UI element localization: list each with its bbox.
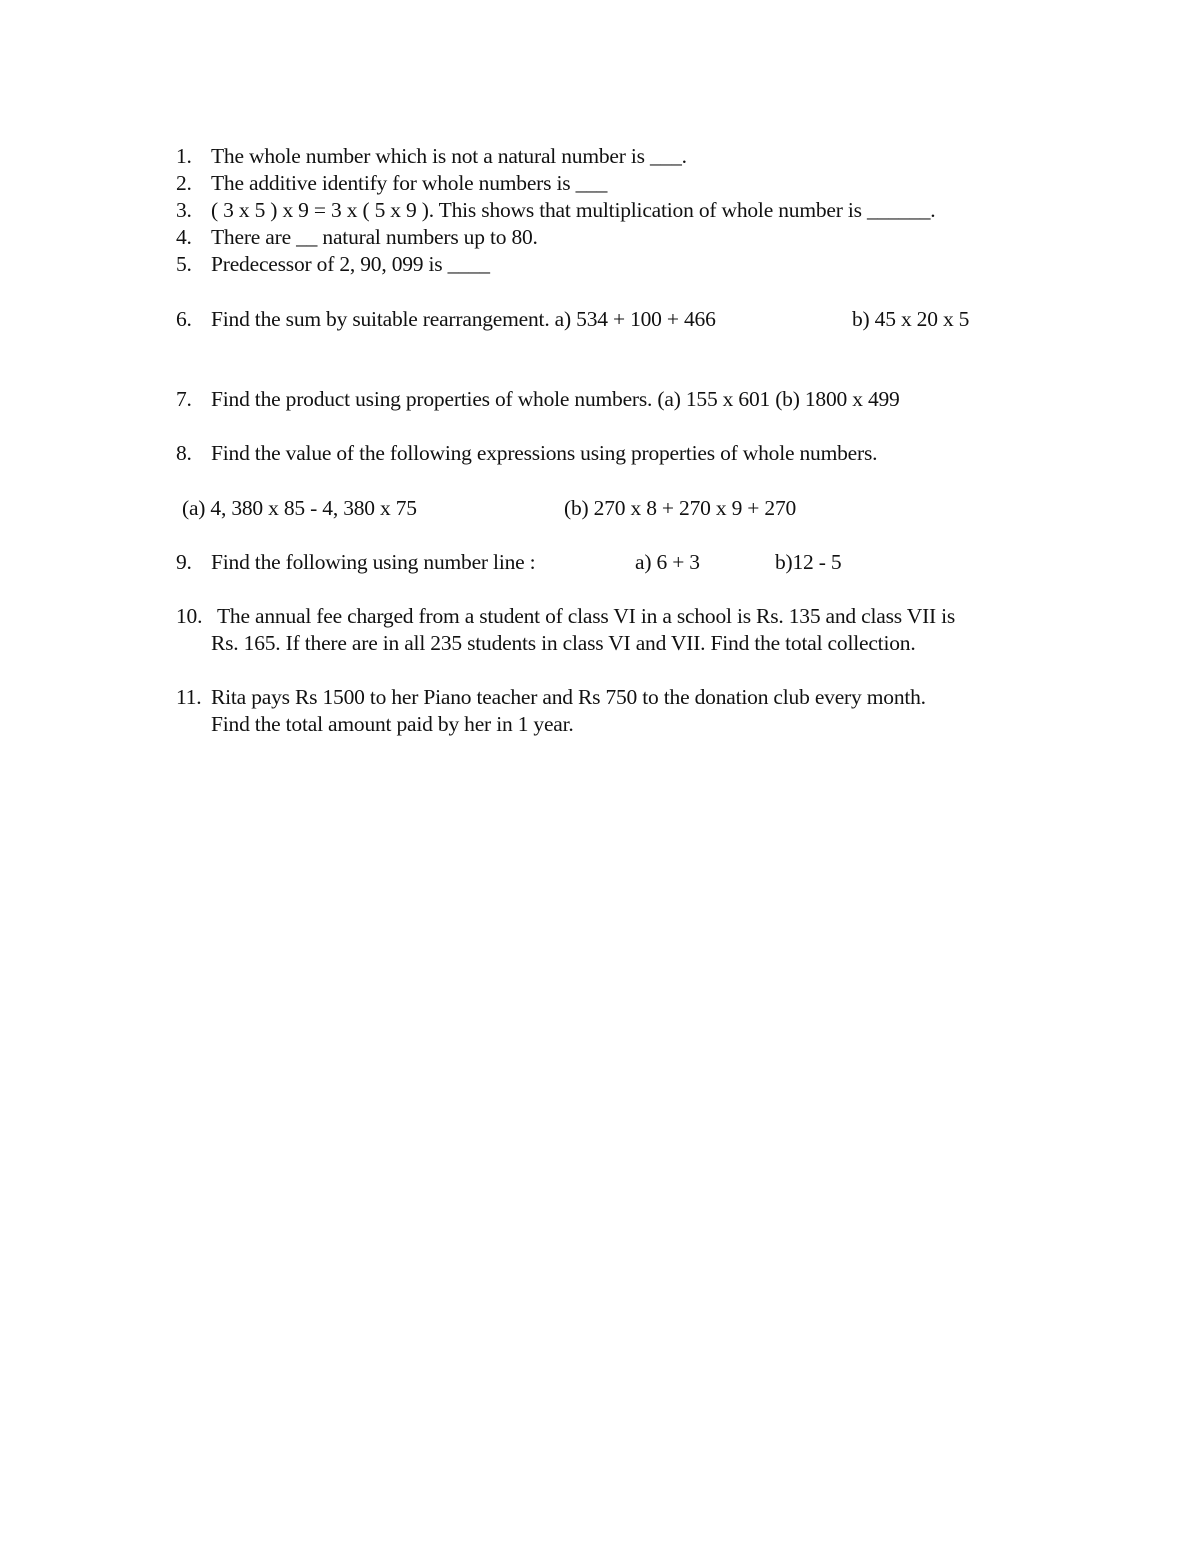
question-7-number: 7. <box>176 387 192 411</box>
question-1-number: 1. <box>176 144 192 168</box>
question-9-part-a: a) 6 + 3 <box>635 550 700 574</box>
question-9-part-b: b)12 - 5 <box>775 550 842 574</box>
question-6-number: 6. <box>176 307 192 331</box>
question-6-text: Find the sum by suitable rearrangement. a) 534 + 100 + 466 <box>211 307 716 331</box>
question-2-text: The additive identify for whole numbers is ___ <box>211 171 608 195</box>
question-10-line-1: The annual fee charged from a student of class VI in a school is Rs. 135 and class VII is <box>217 604 956 628</box>
question-4-number: 4. <box>176 225 192 249</box>
question-10-line-2: Rs. 165. If there are in all 235 students in class VI and VII. Find the total collection. <box>211 631 916 655</box>
question-9-number: 9. <box>176 550 192 574</box>
question-8-part-b: (b) 270 x 8 + 270 x 9 + 270 <box>564 496 797 520</box>
question-5-number: 5. <box>176 252 192 276</box>
question-4-text: There are __ natural numbers up to 80. <box>211 225 538 249</box>
question-9-text: Find the following using number line : <box>211 550 536 574</box>
question-11-number: 11. <box>176 685 202 709</box>
question-3-text: ( 3 x 5 ) x 9 = 3 x ( 5 x 9 ). This shows that multiplication of whole number is ______. <box>211 198 936 222</box>
question-8-number: 8. <box>176 441 192 465</box>
question-8-part-a: (a) 4, 380 x 85 - 4, 380 x 75 <box>182 496 417 520</box>
question-8-text: Find the value of the following expressions using properties of whole numbers. <box>211 441 878 465</box>
question-5-text: Predecessor of 2, 90, 099 is ____ <box>211 252 490 276</box>
question-2-number: 2. <box>176 171 192 195</box>
question-10-number: 10. <box>176 604 203 628</box>
question-11-line-1: Rita pays Rs 1500 to her Piano teacher and Rs 750 to the donation club every month. <box>211 685 926 709</box>
question-1-text: The whole number which is not a natural number is ___. <box>211 144 687 168</box>
question-3-number: 3. <box>176 198 192 222</box>
question-11-line-2: Find the total amount paid by her in 1 year. <box>211 712 574 736</box>
question-6-part-b: b) 45 x 20 x 5 <box>852 307 970 331</box>
question-7-text: Find the product using properties of whole numbers. (a) 155 x 601 (b) 1800 x 499 <box>211 387 900 411</box>
